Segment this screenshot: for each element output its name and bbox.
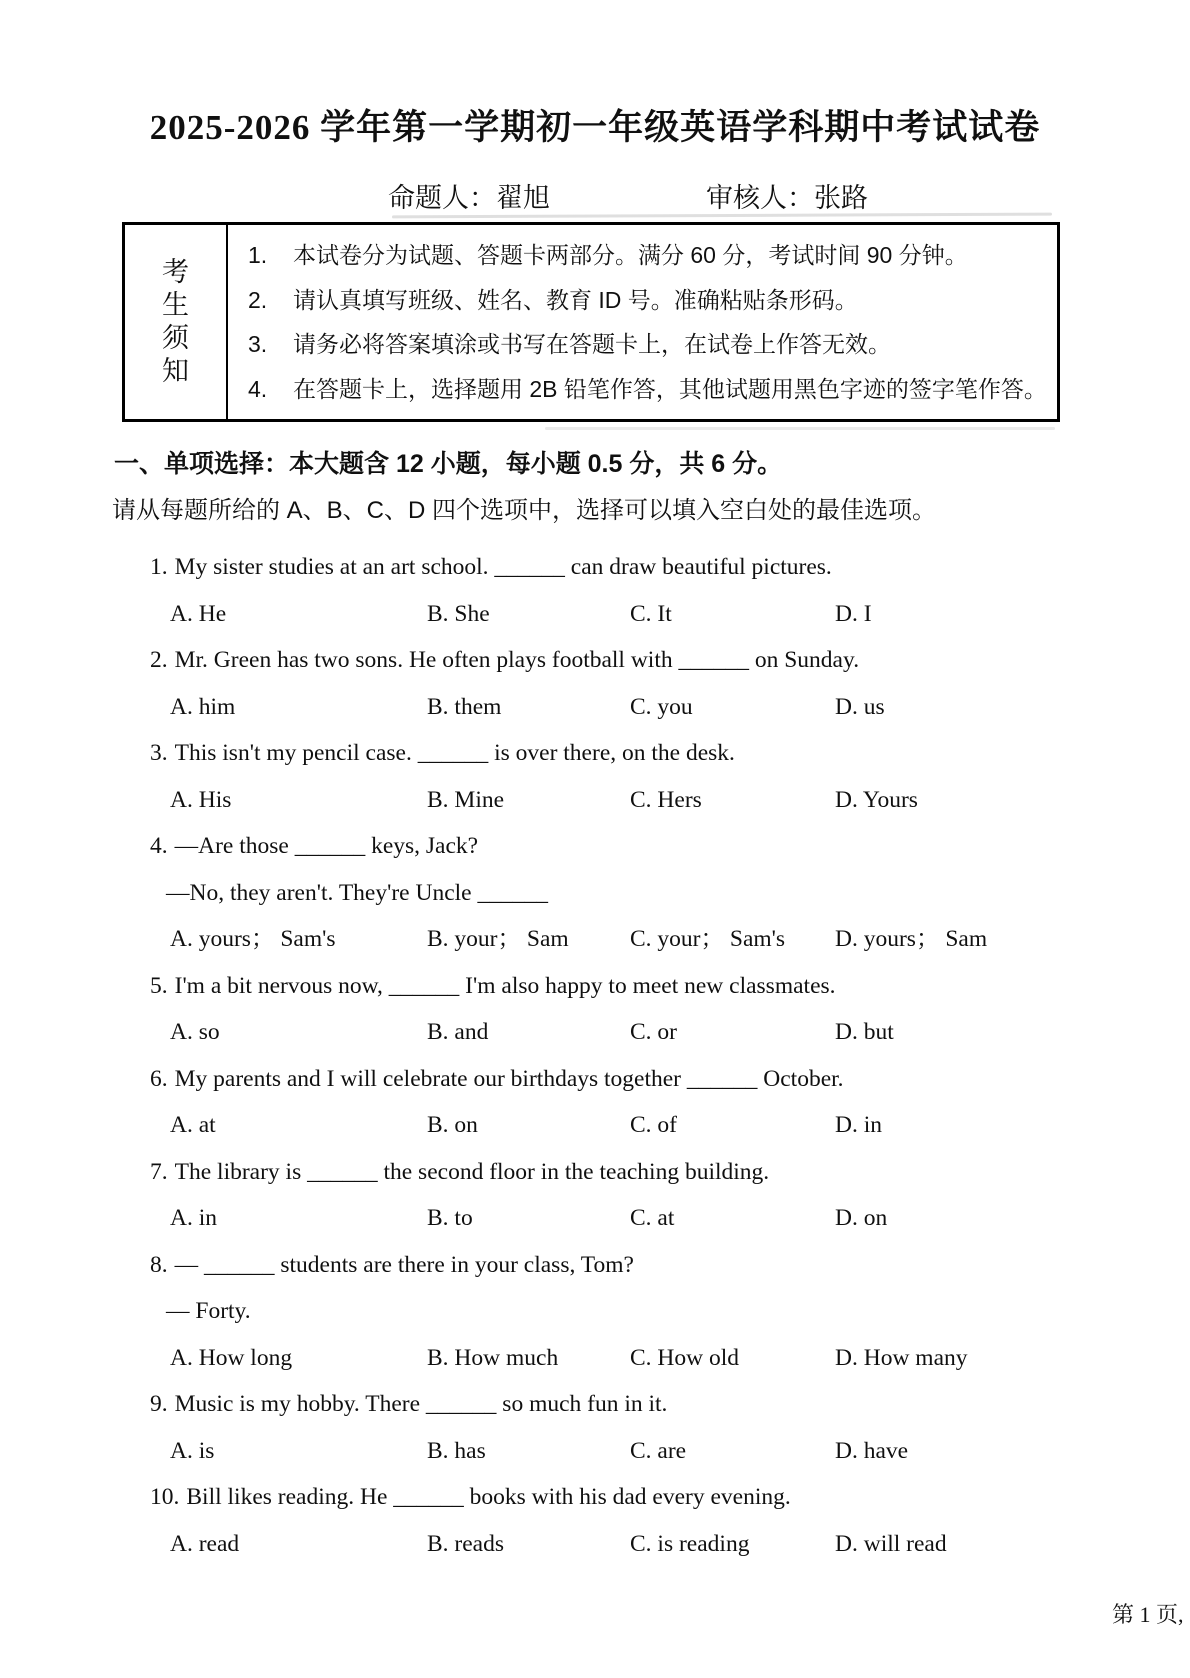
question-text: Bill likes reading. He ______ books with his dad every evening. (186, 1484, 791, 1510)
option-row (0, 1335, 1190, 1382)
option-a: A. in (170, 1205, 217, 1231)
option-row (0, 1195, 1190, 1242)
question-stem (0, 1381, 1190, 1428)
question-stem (0, 544, 1190, 591)
question-list (0, 544, 1190, 1567)
option-c: C. are (630, 1437, 687, 1464)
option-a: A. How long (170, 1344, 293, 1371)
notice-item-number: 1. (248, 242, 268, 269)
question-stem (0, 1056, 1190, 1103)
option-d: D. will read (835, 1530, 947, 1557)
exam-setter-label: 命题人：翟旭 (388, 183, 550, 213)
question-block (0, 823, 1190, 963)
option-c: C. you (630, 693, 693, 720)
candidate-notice-box (122, 222, 1060, 422)
notice-item-text: 本试卷分为试题、答题卡两部分。满分 60 分，考试时间 90 分钟。 (293, 242, 968, 269)
notice-item (248, 285, 1047, 315)
question-stem (0, 1242, 1190, 1289)
notice-item-number: 2. (248, 286, 268, 313)
notice-item (248, 240, 1047, 270)
option-row (0, 916, 1190, 963)
notice-item (248, 374, 1047, 404)
exam-reviewer-label: 审核人：张路 (706, 183, 868, 213)
option-a: A. at (170, 1112, 216, 1138)
question-text: My parents and I will celebrate our birthdays together ______ October. (174, 1065, 844, 1092)
option-a: A. He (170, 600, 227, 627)
page-footer: 第 1 页, (1112, 1602, 1184, 1627)
notice-item-number: 4. (248, 375, 268, 402)
question-number: 1. (150, 554, 168, 580)
notice-item-text: 在答题卡上，选择题用 2B 铅笔作答，其他试题用黑色字迹的签字笔作答。 (293, 375, 1047, 402)
option-d: D. Yours (835, 786, 918, 813)
question-text: Music is my hobby. There ______ so much fun in it. (174, 1391, 668, 1417)
option-b: B. them (427, 693, 502, 720)
question-text: —Are those ______ keys, Jack? (174, 833, 479, 859)
notice-item-text: 请认真填写班级、姓名、教育 ID 号。准确粘贴条形码。 (293, 286, 858, 313)
notice-side-char: 生 (162, 290, 189, 320)
question-block (0, 1242, 1190, 1382)
option-a: A. is (170, 1437, 215, 1464)
notice-side-char: 须 (162, 323, 189, 353)
question-block (0, 1056, 1190, 1149)
page-title: 2025-2026 学年第一学期初一年级英语学科期中考试试卷 (149, 108, 1041, 147)
option-d: D. How many (835, 1344, 968, 1371)
option-c: C. of (630, 1112, 677, 1138)
option-b: B. has (427, 1437, 486, 1464)
notice-item-text: 请务必将答案填涂或书写在答题卡上，在试卷上作答无效。 (293, 331, 891, 358)
question-block (0, 730, 1190, 823)
option-a: A. read (170, 1530, 240, 1557)
option-b: B. on (427, 1112, 478, 1138)
notice-side-char: 考 (162, 257, 189, 287)
option-b: B. Mine (427, 786, 505, 813)
question-text: The library is ______ the second floor in the teaching building. (174, 1158, 770, 1185)
question-number: 8. (150, 1251, 168, 1278)
question-stem (0, 1474, 1190, 1521)
question-stem (0, 730, 1190, 777)
question-stem (0, 963, 1190, 1010)
question-text: My sister studies at an art school. ______ can draw beautiful pictures. (174, 554, 832, 580)
question-block (0, 963, 1190, 1056)
option-c: C. is reading (630, 1530, 750, 1557)
option-d: D. yours； Sam (835, 926, 988, 952)
option-row (0, 1521, 1190, 1568)
option-b: B. and (427, 1019, 489, 1045)
question-number: 3. (150, 740, 168, 766)
question-text: — ______ students are there in your class, Tom? (174, 1251, 634, 1278)
scan-artifact (545, 427, 1055, 430)
question-block (0, 637, 1190, 730)
question-number: 2. (150, 647, 168, 673)
option-row (0, 684, 1190, 731)
option-a: A. him (170, 693, 236, 720)
question-text: This isn't my pencil case. ______ is over there, on the desk. (174, 740, 735, 766)
question-number: 9. (150, 1391, 168, 1417)
notice-item (248, 329, 1047, 359)
question-stem (0, 823, 1190, 870)
question-stem (0, 1149, 1190, 1196)
option-d: D. in (835, 1112, 882, 1138)
section-instruction: 请从每题所给的 A、B、C、D 四个选项中，选择可以填入空白处的最佳选项。 (112, 497, 937, 524)
question-stem (0, 637, 1190, 684)
option-b: B. She (427, 600, 490, 627)
question-block (0, 1474, 1190, 1567)
option-d: D. have (835, 1437, 909, 1464)
question-block (0, 544, 1190, 637)
option-row (0, 777, 1190, 824)
option-b: B. reads (427, 1530, 505, 1557)
question-stem-continuation: —No, they aren't. They're Uncle ______ (166, 879, 548, 906)
option-c: C. How old (630, 1344, 740, 1371)
option-c: C. at (630, 1205, 675, 1231)
question-number: 5. (150, 972, 168, 999)
question-block (0, 1149, 1190, 1242)
option-b: B. to (427, 1205, 473, 1231)
notice-item-list (228, 225, 1057, 419)
question-block (0, 1381, 1190, 1474)
question-text: I'm a bit nervous now, ______ I'm also happy to meet new classmates. (174, 972, 836, 999)
option-d: D. but (835, 1019, 894, 1045)
option-a: A. yours； Sam's (170, 926, 336, 952)
notice-side-label (125, 225, 228, 419)
option-a: A. so (170, 1019, 220, 1045)
option-d: D. on (835, 1205, 888, 1231)
option-d: D. I (835, 600, 872, 627)
question-number: 4. (150, 833, 168, 859)
question-number: 6. (150, 1065, 168, 1092)
option-c: C. It (630, 600, 672, 627)
option-row (0, 1009, 1190, 1056)
question-text: Mr. Green has two sons. He often plays football with ______ on Sunday. (174, 647, 860, 673)
question-stem-continuation: — Forty. (166, 1298, 251, 1324)
option-b: B. your； Sam (427, 926, 569, 952)
question-number: 10. (150, 1484, 180, 1510)
option-row (0, 1102, 1190, 1149)
option-a: A. His (170, 786, 232, 813)
option-row (0, 591, 1190, 638)
section-heading: 一、单项选择：本大题含 12 小题，每小题 0.5 分，共 6 分。 (114, 450, 783, 478)
option-c: C. or (630, 1019, 677, 1045)
option-c: C. Hers (630, 786, 702, 813)
question-number: 7. (150, 1158, 168, 1185)
notice-side-char: 知 (162, 356, 189, 386)
notice-item-number: 3. (248, 331, 268, 358)
option-row (0, 1428, 1190, 1475)
option-b: B. How much (427, 1344, 559, 1371)
option-c: C. your； Sam's (630, 926, 786, 952)
option-d: D. us (835, 693, 885, 720)
